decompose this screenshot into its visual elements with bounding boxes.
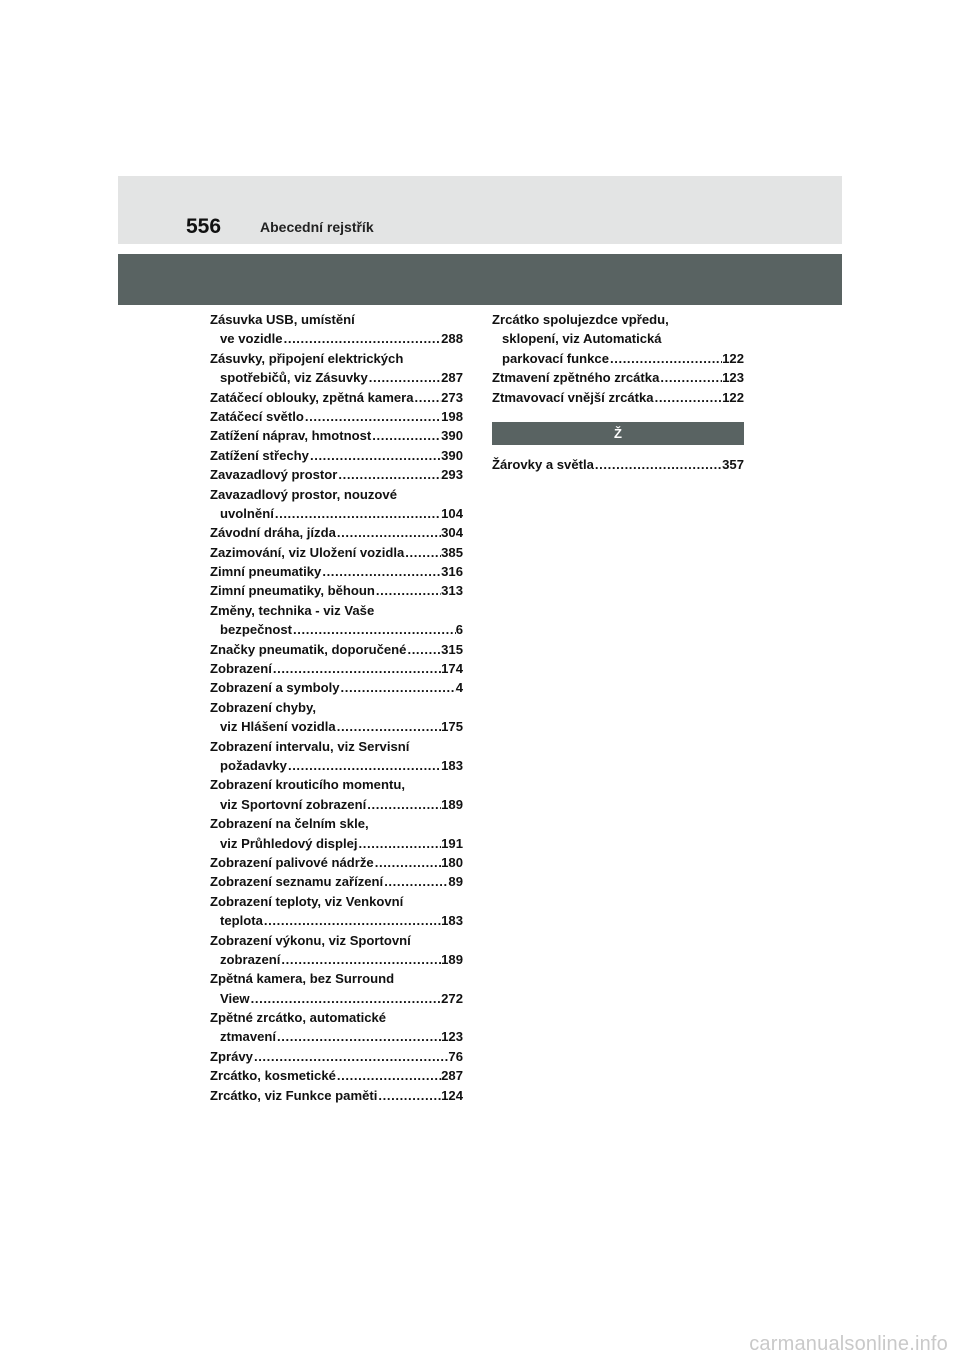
dot-leader [272, 659, 441, 678]
index-entry-text: spotřebičů, viz Zásuvky [220, 370, 368, 386]
index-entry-text: Zobrazení [210, 661, 272, 677]
index-entry[interactable] [210, 853, 463, 872]
dot-leader [280, 950, 441, 969]
index-entry[interactable] [210, 523, 463, 542]
dot-leader [263, 911, 441, 930]
index-entry-text: Zobrazení teploty, viz Venkovní [210, 893, 404, 909]
index-group-zh [492, 455, 744, 474]
index-entry-text: sklopení, viz Automatická [502, 331, 662, 347]
index-entry-text: Zatížení náprav, hmotnost [210, 428, 372, 444]
index-entry-line [210, 407, 463, 426]
index-entry[interactable] [210, 407, 463, 426]
index-entry-text: Zpětná kamera, bez Surround [210, 971, 395, 987]
index-entry-text: Zatáčecí světlo [210, 408, 304, 424]
index-entry-line [210, 504, 463, 523]
dot-leader [287, 756, 441, 775]
index-entry-line [210, 523, 463, 542]
dot-leader [366, 795, 441, 814]
index-entry[interactable] [210, 659, 463, 678]
dot-leader [654, 388, 723, 407]
index-page-number[interactable]: 315 [441, 641, 463, 657]
index-entry-text: Zrcátko, kosmetické [210, 1068, 336, 1084]
index-entry[interactable] [210, 1066, 463, 1085]
index-page-number[interactable]: 287 [441, 370, 463, 386]
index-page-number[interactable]: 122 [722, 389, 744, 405]
index-entry-text: Zásuvka USB, umístění [210, 312, 355, 327]
index-entry[interactable] [210, 562, 463, 581]
index-entry[interactable] [210, 640, 463, 659]
index-entry-line [210, 756, 463, 775]
index-page-number[interactable]: 123 [441, 1029, 463, 1045]
dot-leader [276, 1027, 441, 1046]
index-entry-line [210, 1066, 463, 1085]
index-entry[interactable] [492, 310, 744, 368]
section-title: Abecední rejstřík [260, 219, 374, 235]
index-entry-line [210, 834, 463, 853]
dot-leader [414, 388, 442, 407]
dot-leader [406, 640, 441, 659]
header-dark-band [118, 254, 842, 305]
index-entry[interactable] [210, 310, 463, 349]
letter-heading: Ž [492, 422, 744, 445]
index-group-z-right [492, 310, 744, 407]
index-entry-text: Zavazadlový prostor, nouzové [210, 486, 397, 502]
index-entry-text: Zobrazení výkonu, viz Sportovní [210, 932, 411, 948]
index-page-number[interactable]: 316 [441, 564, 463, 580]
index-entry-line [492, 368, 744, 387]
header-band [118, 176, 842, 244]
index-entry-text: Zazimování, viz Uložení vozidla [210, 544, 405, 560]
index-entry-text: Zobrazení krouticího momentu, [210, 777, 405, 793]
index-entry-text: Značky pneumatik, doporučené [210, 641, 407, 657]
index-entry[interactable] [210, 931, 463, 970]
dot-leader [337, 465, 441, 484]
index-page-number[interactable]: 385 [441, 544, 463, 560]
index-page-number[interactable]: 313 [441, 583, 463, 599]
index-entry[interactable] [210, 1086, 463, 1105]
index-entry-line [210, 368, 463, 387]
index-page-number[interactable]: 357 [722, 456, 744, 472]
index-page-number[interactable]: 287 [441, 1068, 463, 1084]
index-entry[interactable] [210, 601, 463, 640]
index-entry[interactable] [210, 543, 463, 562]
index-entry-text: Zavazadlový prostor [210, 467, 338, 483]
dot-leader [304, 407, 441, 426]
index-entry-text: Změny, technika - viz Vaše [210, 602, 375, 618]
dot-leader [283, 329, 442, 348]
index-page-number[interactable]: 183 [441, 913, 463, 929]
index-entry[interactable] [492, 368, 744, 387]
index-entry-text: Zrcátko, viz Funkce paměti [210, 1087, 378, 1103]
index-entry-line [210, 853, 463, 872]
index-page-number[interactable]: 89 [448, 874, 463, 890]
index-entry[interactable] [210, 892, 463, 931]
index-page-number[interactable]: 175 [441, 719, 463, 735]
index-entry-line [492, 349, 744, 368]
dot-leader [309, 446, 441, 465]
index-entry-text: zobrazení [220, 951, 281, 967]
index-entry[interactable] [210, 485, 463, 524]
index-entry-line [210, 388, 463, 407]
index-entry[interactable] [210, 1008, 463, 1047]
dot-leader [336, 1066, 441, 1085]
index-entry-text: Závodní dráha, jízda [210, 525, 336, 541]
index-page-number[interactable]: 122 [722, 350, 744, 366]
index-entry-line [210, 1027, 463, 1046]
index-entry-text: uvolnění [220, 505, 274, 521]
index-entry-text: Zatáčecí oblouky, zpětná kamera [210, 389, 414, 405]
dot-leader [374, 853, 441, 872]
index-entry-text: Zobrazení a symboly [210, 680, 340, 696]
index-entry-text: Zrcátko spolujezdce vpředu, [492, 312, 669, 327]
index-entry-line [210, 659, 463, 678]
index-entry-text: Ztmavovací vnější zrcátka [492, 389, 654, 405]
index-entry-text: Zprávy [210, 1048, 253, 1064]
index-entry-line [210, 446, 463, 465]
index-entry-text: požadavky [220, 757, 287, 773]
index-entry-text: Zobrazení seznamu zařízení [210, 874, 384, 890]
index-entry-text: ztmavení [220, 1029, 277, 1045]
index-entry-text: viz Sportovní zobrazení [220, 796, 367, 812]
index-entry[interactable] [210, 581, 463, 600]
index-page-number[interactable]: 104 [441, 505, 463, 521]
index-entry-line [210, 562, 463, 581]
index-entry-text: viz Hlášení vozidla [220, 719, 336, 735]
index-entry[interactable] [210, 678, 463, 697]
index-entry[interactable] [210, 775, 463, 814]
index-entry-line [492, 455, 744, 474]
index-entry-line [210, 465, 463, 484]
index-entry[interactable] [210, 814, 463, 853]
dot-leader [383, 872, 448, 891]
dot-leader [340, 678, 456, 697]
index-entry-text: viz Průhledový displej [220, 835, 358, 851]
dot-leader [659, 368, 722, 387]
index-page-number[interactable]: 4 [455, 680, 463, 696]
index-entry[interactable] [210, 465, 463, 484]
index-entry-text: ve vozidle [220, 331, 283, 347]
page-number: 556 [186, 215, 222, 238]
index-entry-line [210, 717, 463, 736]
dot-leader [250, 989, 442, 1008]
watermark: carmanualsonline.info [749, 1333, 948, 1355]
index-entry-line [210, 543, 463, 562]
index-entry-line [210, 1086, 463, 1105]
dot-leader [609, 349, 722, 368]
index-page-number[interactable]: 390 [441, 428, 463, 444]
dot-leader [377, 1086, 441, 1105]
index-page-number[interactable]: 288 [441, 331, 463, 347]
index-entry-text: Zimní pneumatiky, běhoun [210, 583, 375, 599]
index-entry-line [210, 989, 463, 1008]
index-entry[interactable] [210, 1047, 463, 1066]
index-page-number[interactable]: 272 [441, 990, 463, 1006]
index-page-number[interactable]: 174 [441, 661, 463, 677]
index-page-number[interactable]: 191 [441, 835, 463, 851]
index-entry-text: Žárovky a světla [492, 456, 594, 472]
index-entry-text: Ztmavení zpětného zrcátka [492, 370, 660, 386]
index-entry-line [210, 950, 463, 969]
index-page-number[interactable]: 189 [441, 951, 463, 967]
index-entry-line [210, 426, 463, 445]
dot-leader [358, 834, 442, 853]
index-entry[interactable] [492, 388, 744, 407]
index-entry[interactable] [210, 698, 463, 737]
index-entry[interactable] [210, 388, 463, 407]
index-page-number[interactable]: 293 [441, 467, 463, 483]
dot-leader [336, 523, 441, 542]
dot-leader [321, 562, 441, 581]
index-entry[interactable] [210, 446, 463, 465]
index-entry-text: Zobrazení intervalu, viz Servisní [210, 738, 410, 754]
index-entry-text: Zobrazení chyby, [210, 699, 316, 715]
index-page-number[interactable]: 304 [441, 525, 463, 541]
index-page-number[interactable]: 6 [455, 622, 463, 638]
index-entry-line [210, 795, 463, 814]
dot-leader [594, 455, 722, 474]
index-entry-line [210, 911, 463, 930]
dot-leader [404, 543, 441, 562]
index-page-number[interactable]: 189 [441, 796, 463, 812]
index-entry-text: Zásuvky, připojení elektrických [210, 350, 404, 366]
index-page-number[interactable]: 390 [441, 447, 463, 463]
dot-leader [336, 717, 441, 736]
dot-leader [253, 1047, 448, 1066]
index-page-number[interactable]: 76 [448, 1048, 463, 1064]
index-entry-line [492, 388, 744, 407]
index-page-number[interactable]: 180 [441, 854, 463, 870]
index-page-number[interactable]: 183 [441, 757, 463, 773]
index-page-number[interactable]: 273 [441, 389, 463, 405]
index-page-number[interactable]: 123 [722, 370, 744, 386]
index-entry-text: teplota [220, 913, 263, 929]
index-entry[interactable] [210, 872, 463, 891]
index-entry-line [210, 678, 463, 697]
dot-leader [274, 504, 441, 523]
index-page-number[interactable]: 198 [441, 408, 463, 424]
index-entry-line [210, 1047, 463, 1066]
index-entry[interactable] [210, 737, 463, 776]
index-column-right [492, 310, 744, 474]
index-entry-text: Zimní pneumatiky [210, 564, 322, 580]
index-entry-text: parkovací funkce [502, 350, 609, 366]
index-column-left [210, 310, 463, 1105]
index-entry-text: bezpečnost [220, 622, 293, 638]
index-entry-text: Zatížení střechy [210, 447, 309, 463]
index-entry-line [210, 581, 463, 600]
dot-leader [368, 368, 441, 387]
index-entry-text: Zobrazení na čelním skle, [210, 816, 369, 832]
index-entry[interactable] [492, 455, 744, 474]
index-entry-line [210, 329, 463, 348]
index-entry-line [210, 640, 463, 659]
index-entry-text: View [220, 990, 250, 1006]
index-entry[interactable] [210, 349, 463, 388]
index-entry[interactable] [210, 969, 463, 1008]
index-page-number[interactable]: 124 [441, 1087, 463, 1103]
dot-leader [292, 620, 456, 639]
index-entry-line [210, 620, 463, 639]
index-entry-text: Zobrazení palivové nádrže [210, 854, 374, 870]
index-entry[interactable] [210, 426, 463, 445]
dot-leader [371, 426, 441, 445]
dot-leader [375, 581, 441, 600]
index-entry-text: Zpětné zrcátko, automatické [210, 1010, 387, 1026]
index-entry-line [210, 872, 463, 891]
